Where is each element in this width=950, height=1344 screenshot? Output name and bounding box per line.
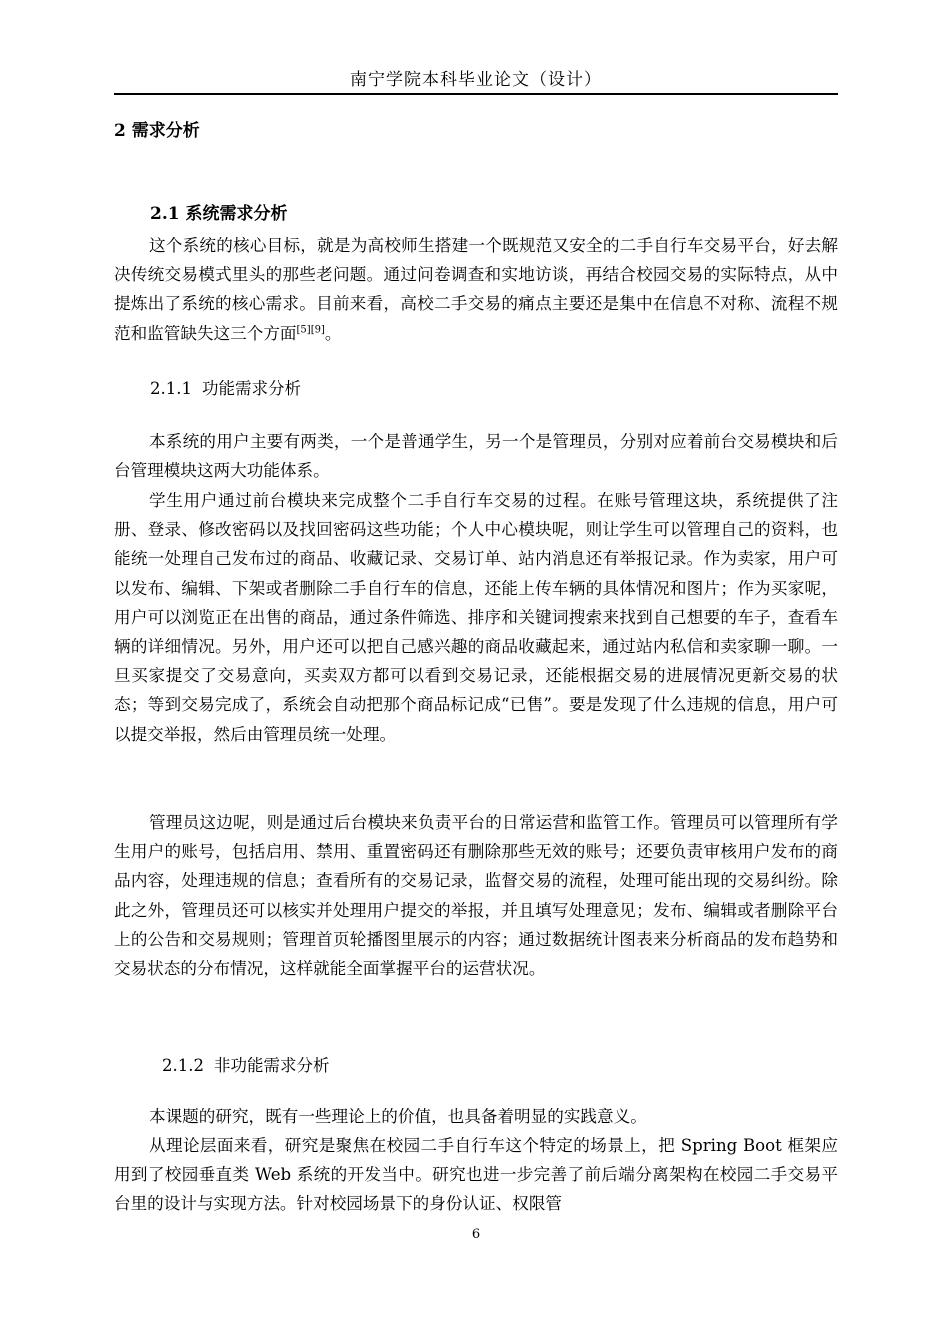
paragraph: 本课题的研究，既有一些理论上的价值，也具备着明显的实践意义。	[149, 1107, 647, 1126]
paragraph: 从理论层面来看，研究是聚焦在校园二手自行车这个特定的场景上，把 Spring Boot 框架应用到了校园垂直类 Web 系统的开发当中。研究也进一步完善了前后端分离架构在校园二手交易平台里的设计与实现方法。针对校园场景下的身份认证、权限管	[114, 1136, 838, 1214]
page-header: 南宁学院本科毕业论文（设计）	[350, 70, 602, 90]
paragraph: 管理员这边呢，则是通过后台模块来负责平台的日常运营和监管工作。管理员可以管理所有学生用户的账号，包括启用、禁用、重置密码还有删除那些无效的账号；还要负责审核用户发布的商品内容，处理违规的信息；查看所有的交易记录，监督交易的流程，处理可能出现的交易纠纷。除此之外，管理员还可以核实并处理用户提交的举报，并且填写处理意见；发布、编辑或者删除平台上的公告和交易规则；管理首页轮播图里展示的内容；通过数据统计图表来分析商品的发布趋势和交易状态的分布情况，这样就能全面掌握平台的运营状况。	[114, 813, 838, 979]
paragraph-end: 。	[324, 323, 342, 343]
subsection-number: 2.1.1	[150, 379, 192, 398]
subsection-title: 功能需求分析	[201, 379, 301, 398]
paragraph-text: 这个系统的核心目标，就是为高校师生搭建一个既规范又安全的二手自行车交易平台，好去解决传统交易模式里头的那些老问题。通过问卷调查和实地访谈，再结合校园交易的实际特点，从中提炼出了系统的核心需求。目前来看，高校二手交易的痛点主要还是集中在信息不对称、流程不规范和监管缺失这三个方面	[114, 236, 838, 343]
citation-reference[interactable]: [5][9]	[296, 324, 325, 336]
paragraph: 本系统的用户主要有两类，一个是普通学生，另一个是管理员，分别对应着前台交易模块和后台管理模块这两大功能体系。	[114, 432, 838, 481]
chapter-heading: 2 需求分析	[114, 121, 200, 141]
subsection-heading	[162, 1055, 329, 1077]
subsection-heading	[150, 378, 301, 400]
section-heading: 2.1 系统需求分析	[150, 204, 288, 224]
page-number: 6	[471, 1227, 481, 1242]
paragraph	[114, 231, 838, 348]
subsection-number: 2.1.2	[162, 1056, 204, 1075]
header-rule	[114, 93, 838, 95]
subsection-title: 非功能需求分析	[213, 1056, 330, 1075]
paragraph: 学生用户通过前台模块来完成整个二手自行车交易的过程。在账号管理这块，系统提供了注册、登录、修改密码以及找回密码这些功能；个人中心模块呢，则让学生可以管理自己的资料，也能统一处理自己发布过的商品、收藏记录、交易订单、站内消息还有举报记录。作为卖家，用户可以发布、编辑、下架或者删除二手自行车的信息，还能上传车辆的具体情况和图片；作为买家呢，用户可以浏览正在出售的商品，通过条件筛选、排序和关键词搜索来找到自己想要的车子，查看车辆的详细情况。另外，用户还可以把自己感兴趣的商品收藏起来，通过站内私信和卖家聊一聊。一旦买家提交了交易意向，买卖双方都可以看到交易记录，还能根据交易的进展情况更新交易的状态；等到交易完成了，系统会自动把那个商品标记成“已售”。要是发现了什么违规的信息，用户可以提交举报，然后由管理员统一处理。	[114, 491, 838, 744]
